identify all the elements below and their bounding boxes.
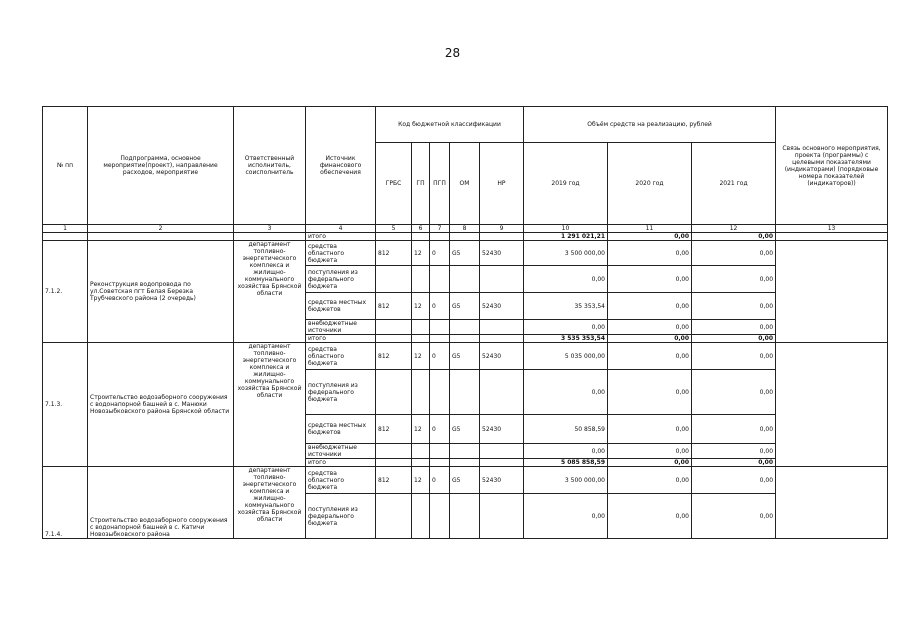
source-extra: внебюджетные источники bbox=[306, 320, 376, 335]
table-row bbox=[43, 233, 888, 241]
code-gp: 12 bbox=[412, 241, 430, 266]
header-source: Источник финансового обеспечения bbox=[306, 107, 376, 225]
item-name: Реконструкция водопровода по ул.Советская пгт Белая Березка Трубчевского района (2 очередь) bbox=[88, 241, 234, 343]
value-2019: 35 353,54 bbox=[524, 293, 608, 320]
code-pgp: 0 bbox=[430, 293, 450, 320]
item-name: Строительство водозаборного сооружения с водонапорной башней в с. Манюки Новозыбковского района Брянской области bbox=[88, 343, 234, 467]
code-gp: 12 bbox=[412, 343, 430, 370]
col-num: 8 bbox=[450, 225, 480, 233]
code-grbs: 812 bbox=[376, 415, 412, 444]
value-2021: 0,00 bbox=[692, 320, 776, 335]
total-label: итого bbox=[306, 459, 376, 467]
source-federal: поступления из федерального бюджета bbox=[306, 370, 376, 415]
code-nr: 52430 bbox=[480, 293, 524, 320]
value-2021: 0,00 bbox=[692, 415, 776, 444]
col-num: 1 bbox=[43, 225, 88, 233]
value-2021: 0,00 bbox=[692, 494, 776, 539]
value-2020: 0,00 bbox=[608, 467, 692, 494]
header-gp: ГП bbox=[412, 143, 430, 225]
value-2020: 0,00 bbox=[608, 494, 692, 539]
page-number: 28 bbox=[444, 46, 461, 60]
value-2020: 0,00 bbox=[608, 293, 692, 320]
col-num: 12 bbox=[692, 225, 776, 233]
item-number: 7.1.4. bbox=[43, 467, 88, 539]
value-2021: 0,00 bbox=[692, 343, 776, 370]
value-2019: 3 500 000,00 bbox=[524, 241, 608, 266]
header-no: № пп bbox=[43, 107, 88, 225]
code-pgp: 0 bbox=[430, 415, 450, 444]
item-name: Строительство водозаборного сооружения с водонапорной башней в с. Катичи Новозыбковского района bbox=[88, 467, 234, 539]
source-federal: поступления из федерального бюджета bbox=[306, 494, 376, 539]
code-gp: 12 bbox=[412, 467, 430, 494]
header-2019: 2019 год bbox=[524, 143, 608, 225]
source-federal: поступления из федерального бюджета bbox=[306, 266, 376, 293]
value-2019: 0,00 bbox=[524, 494, 608, 539]
source-regional: средства областного бюджета bbox=[306, 241, 376, 266]
source-local: средства местных бюджетов bbox=[306, 415, 376, 444]
col-num: 13 bbox=[776, 225, 888, 233]
col-num: 11 bbox=[608, 225, 692, 233]
source-extra: внебюджетные источники bbox=[306, 444, 376, 459]
code-om: G5 bbox=[450, 293, 480, 320]
item-executor: департамент топливно-энергетического комплекса и жилищно-коммунального хозяйства Брянской области bbox=[234, 241, 306, 343]
item-executor: департамент топливно-энергетического комплекса и жилищно-коммунального хозяйства Брянской области bbox=[234, 343, 306, 467]
table-row bbox=[43, 467, 888, 494]
column-number-row bbox=[43, 225, 888, 233]
col-num: 10 bbox=[524, 225, 608, 233]
col-num: 7 bbox=[430, 225, 450, 233]
col-num: 3 bbox=[234, 225, 306, 233]
value-2021: 0,00 bbox=[692, 370, 776, 415]
code-grbs: 812 bbox=[376, 241, 412, 266]
value-2020: 0,00 bbox=[608, 320, 692, 335]
value-2019: 5 035 000,00 bbox=[524, 343, 608, 370]
total-2019: 3 535 353,54 bbox=[524, 335, 608, 343]
header-nr: НР bbox=[480, 143, 524, 225]
total-label: итого bbox=[306, 233, 376, 241]
code-gp: 12 bbox=[412, 293, 430, 320]
value-2021: 0,00 bbox=[692, 467, 776, 494]
value-2019: 50 858,59 bbox=[524, 415, 608, 444]
col-num: 9 bbox=[480, 225, 524, 233]
col-num: 6 bbox=[412, 225, 430, 233]
total-2020: 0,00 bbox=[608, 335, 692, 343]
code-om: G5 bbox=[450, 343, 480, 370]
header-2021: 2021 год bbox=[692, 143, 776, 225]
total-2020: 0,00 bbox=[608, 233, 692, 241]
code-pgp: 0 bbox=[430, 467, 450, 494]
col-num: 4 bbox=[306, 225, 376, 233]
value-2020: 0,00 bbox=[608, 444, 692, 459]
header-budget-code: Код бюджетной классификации bbox=[376, 107, 524, 143]
header-program: Подпрограмма, основное мероприятие(проект), направление расходов, мероприятие bbox=[88, 107, 234, 225]
value-2021: 0,00 bbox=[692, 444, 776, 459]
total-label: итого bbox=[306, 335, 376, 343]
col-num: 5 bbox=[376, 225, 412, 233]
code-grbs: 812 bbox=[376, 467, 412, 494]
code-nr: 52430 bbox=[480, 467, 524, 494]
item-executor: департамент топливно-энергетического комплекса и жилищно-коммунального хозяйства Брянской области bbox=[234, 467, 306, 539]
code-om: G5 bbox=[450, 241, 480, 266]
code-nr: 52430 bbox=[480, 343, 524, 370]
header-volume: Объём средств на реализацию, рублей bbox=[524, 107, 776, 143]
source-local: средства местных бюджетов bbox=[306, 293, 376, 320]
value-2021: 0,00 bbox=[692, 293, 776, 320]
value-2019: 0,00 bbox=[524, 444, 608, 459]
header-grbs: ГРБС bbox=[376, 143, 412, 225]
header-row bbox=[43, 107, 888, 143]
value-2019: 0,00 bbox=[524, 266, 608, 293]
value-2021: 0,00 bbox=[692, 266, 776, 293]
source-regional: средства областного бюджета bbox=[306, 343, 376, 370]
total-2021: 0,00 bbox=[692, 335, 776, 343]
budget-table bbox=[42, 106, 888, 539]
header-link: Связь основного мероприятия, проекта (программы) с целевыми показателями (индикаторами) (порядковые номера показателей (индикаторов)) bbox=[776, 107, 888, 225]
code-gp: 12 bbox=[412, 415, 430, 444]
value-2020: 0,00 bbox=[608, 266, 692, 293]
col-num: 2 bbox=[88, 225, 234, 233]
header-executor: Ответственный исполнитель, соисполнитель bbox=[234, 107, 306, 225]
code-om: G5 bbox=[450, 415, 480, 444]
code-om: G5 bbox=[450, 467, 480, 494]
code-grbs: 812 bbox=[376, 343, 412, 370]
code-pgp: 0 bbox=[430, 241, 450, 266]
code-nr: 52430 bbox=[480, 415, 524, 444]
total-2019: 1 291 021,21 bbox=[524, 233, 608, 241]
total-2020: 0,00 bbox=[608, 459, 692, 467]
code-grbs: 812 bbox=[376, 293, 412, 320]
value-2019: 0,00 bbox=[524, 370, 608, 415]
value-2019: 0,00 bbox=[524, 320, 608, 335]
value-2020: 0,00 bbox=[608, 415, 692, 444]
item-number: 7.1.3. bbox=[43, 343, 88, 467]
value-2020: 0,00 bbox=[608, 370, 692, 415]
total-2021: 0,00 bbox=[692, 459, 776, 467]
table-row bbox=[43, 343, 888, 370]
code-nr: 52430 bbox=[480, 241, 524, 266]
value-2021: 0,00 bbox=[692, 241, 776, 266]
value-2020: 0,00 bbox=[608, 241, 692, 266]
source-regional: средства областного бюджета bbox=[306, 467, 376, 494]
value-2020: 0,00 bbox=[608, 343, 692, 370]
header-om: ОМ bbox=[450, 143, 480, 225]
total-2021: 0,00 bbox=[692, 233, 776, 241]
item-number: 7.1.2. bbox=[43, 241, 88, 343]
code-pgp: 0 bbox=[430, 343, 450, 370]
table-row bbox=[43, 241, 888, 266]
total-2019: 5 085 858,59 bbox=[524, 459, 608, 467]
header-2020: 2020 год bbox=[608, 143, 692, 225]
value-2019: 3 500 000,00 bbox=[524, 467, 608, 494]
header-pgp: ПГП bbox=[430, 143, 450, 225]
